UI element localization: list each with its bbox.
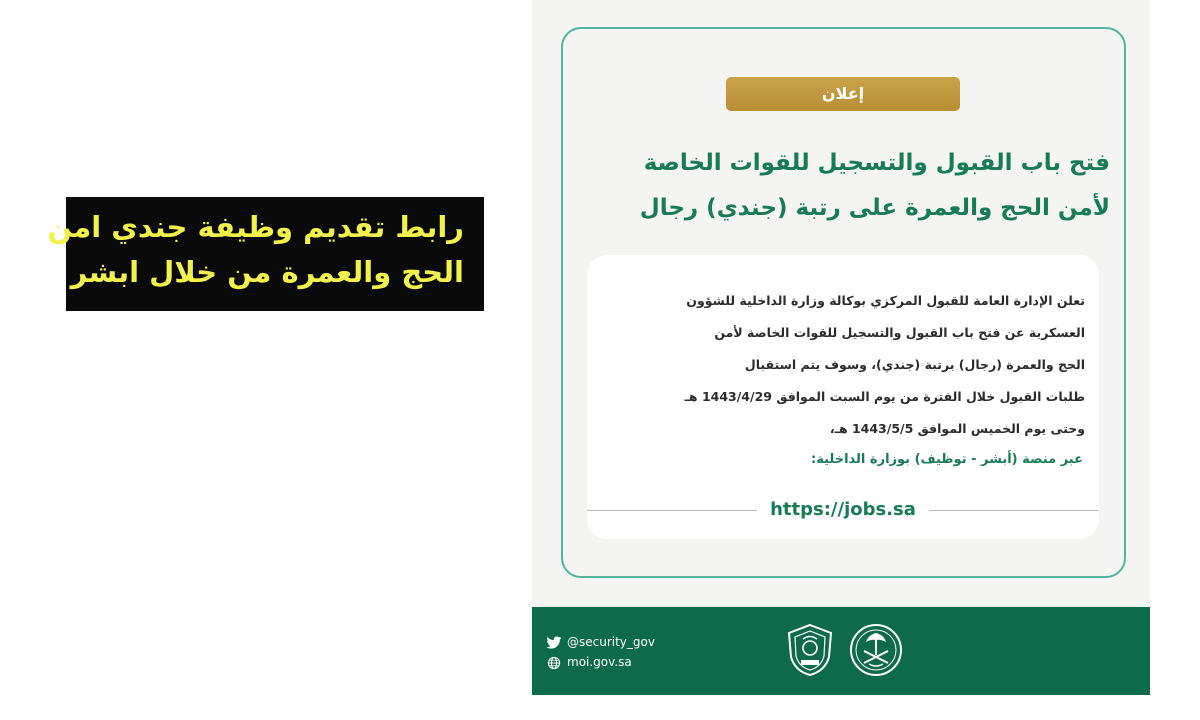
announcement-card bbox=[587, 255, 1099, 539]
caption-box bbox=[47, 197, 484, 311]
body-line-1: تعلن الإدارة العامة للقبول المركزي بوكالة وزارة الداخلية للشؤون bbox=[686, 293, 1085, 308]
headline bbox=[572, 141, 1110, 231]
twitter-bird-icon bbox=[546, 636, 562, 650]
announcement-poster bbox=[532, 0, 1150, 695]
body-line-5: وحتى يوم الخميس الموافق 1443/5/5 هـ، bbox=[829, 421, 1085, 436]
website-text: moi.gov.sa bbox=[567, 655, 632, 669]
body-line-3: الحج والعمرة (رجال) برتبة (جندي)، وسوف يتم استقبال bbox=[744, 357, 1085, 372]
twitter-handle[interactable] bbox=[546, 632, 655, 652]
body-line-2: العسكرية عن فتح باب القبول والتسجيل للقوات الخاصة لأمن bbox=[714, 325, 1085, 340]
platform-text: عبر منصة (أبشر - توظيف) بوزارة الداخلية: bbox=[811, 452, 1083, 467]
body-line-4: طلبات القبول خلال الفترة من يوم السبت الموافق 1443/4/29 هـ bbox=[684, 389, 1085, 404]
url-divider-right bbox=[929, 510, 1099, 511]
headline-line-2: لأمن الحج والعمرة على رتبة (جندي) رجال bbox=[639, 195, 1110, 221]
headline-line-1: فتح باب القبول والتسجيل للقوات الخاصة bbox=[643, 150, 1110, 176]
caption-line-2: الحج والعمرة من خلال ابشر bbox=[70, 255, 464, 289]
saudi-emblem bbox=[847, 621, 905, 679]
twitter-handle-text: @security_gov bbox=[567, 635, 655, 649]
globe-icon bbox=[546, 656, 562, 670]
url-row bbox=[587, 495, 1099, 525]
poster-footer bbox=[532, 607, 1150, 695]
announcement-body bbox=[603, 285, 1085, 445]
announcement-badge: إعلان bbox=[726, 77, 960, 111]
jobs-url-link[interactable]: https://jobs.sa bbox=[770, 499, 916, 520]
website-link[interactable] bbox=[546, 652, 632, 672]
caption-line-1: رابط تقديم وظيفة جندي امن bbox=[47, 210, 464, 244]
url-divider-left bbox=[587, 510, 757, 511]
public-security-emblem bbox=[781, 621, 839, 679]
